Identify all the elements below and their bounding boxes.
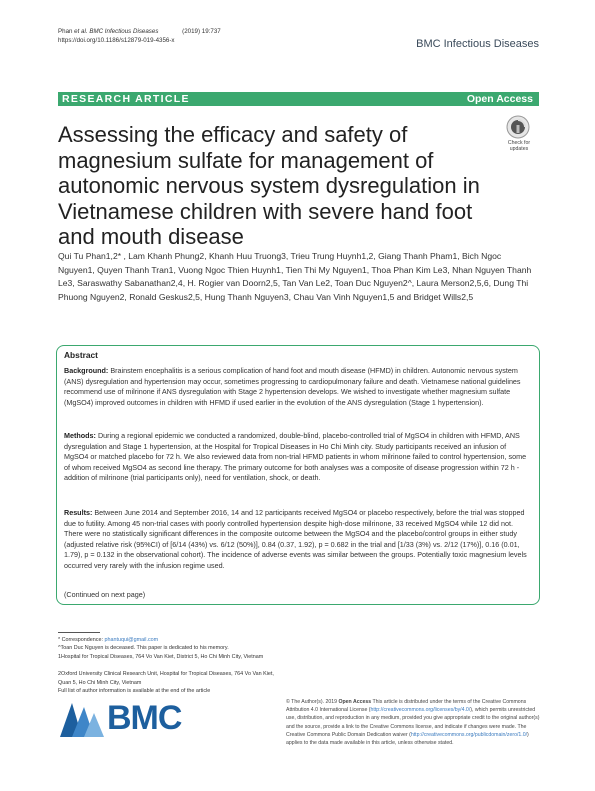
results-label: Results:: [64, 508, 93, 517]
methods-label: Methods:: [64, 431, 96, 440]
full-author-info-note: Full list of author information is available at the end of the article: [58, 688, 211, 694]
bmc-logo-mark-icon: [58, 697, 106, 739]
affiliation-1: 1Hospital for Tropical Diseases, 764 Vo Van Kiet, District 5, Ho Chi Minh City, Vietnam: [58, 654, 264, 660]
crossmark-icon: [500, 114, 536, 142]
license-statement: © The Author(s). 2019 Open Access This article is distributed under the terms of the Creative Commons Attribution 4.0 International License (http://creativecommons.org/licenses/by/4.0/), which permits unrestricted use, distribution, and reproduction in any medium, provided you give appropriate credit to the original author(s) and the source, provide a link to the Creative Commons license, and indicate if changes were made. The Creative Commons Public Domain Dedication waiver (http://creativecommons.org/publicdomain/zero/1.0/) applies to the data made available in this article, unless otherwise stated.: [286, 699, 540, 747]
open-access-label: Open Access: [466, 93, 533, 105]
abstract-background: [64, 366, 532, 408]
abstract-results: [64, 508, 532, 572]
footnote-rule: [58, 632, 100, 633]
check-for-updates-label: Check for updates: [507, 140, 531, 152]
background-label: Background:: [64, 366, 109, 375]
journal-name: BMC Infectious Diseases: [416, 38, 539, 50]
article-type-label: RESEARCH ARTICLE: [62, 93, 190, 105]
doi-link[interactable]: https://doi.org/10.1186/s12879-019-4356-x: [58, 37, 175, 44]
deceased-note: ^Toan Duc Nguyen is deceased. This paper is dedicated to his memory.: [58, 645, 229, 651]
background-text: Brainstem encephalitis is a serious complication of hand foot and mouth disease (HFMD) in children. Autonomic nervous system (ANS) dysregulation and hypertension may occur, sometimes progressing to cardiopulmonary failure and death. Vietnamese national guidelines recommend use of milrinone if ANS dysregulation with Stage 2 hypertension develops. We wished to investigate whether magnesium sulfate (MgSO4) improved outcomes in children with HFMD if used earlier in the evolution of the ANS dysregulation (Stage 1 hypertension).: [64, 366, 521, 407]
cc-zero-link[interactable]: http://creativecommons.org/publicdomain/zero/1.0/: [410, 731, 528, 738]
correspondence: * Correspondence: phantuqui@gmail.com: [58, 637, 159, 643]
continued-note: (Continued on next page): [64, 590, 146, 599]
results-text: Between June 2014 and September 2016, 14 and 12 participants received MgSO4 or placebo respectively, before the trial was stopped due to futility. Among 45 non-trial cases with poorly controlled hypertension despite high-dose milrinone, 33 received MgSO4 while 12 did not. There were no statistically significant differences in the composite outcome between the MgSO4 and the placebo/control groups in either study (adjusted relative risk (95%CI) of [6/14 (43%) vs. 6/12 (50%)], 0.84 (0.37, 1.92), p = 0.682 in the trial and [1/33 (3%) vs. 2/12 (17%)], 0.16 (0.01, 1.79), p = 0.132 in the observational cohort). The incidence of adverse events was similar between the groups. Potentially toxic magnesium levels occurred very rarely with the infusion regime used.: [64, 508, 527, 570]
abstract-methods: [64, 431, 532, 484]
abstract-heading: Abstract: [64, 350, 98, 360]
running-citation: Phan et al. BMC Infectious Diseases (2019) 19:737: [58, 28, 221, 35]
affiliation-2: 2Oxford University Clinical Research Unit, Hospital for Tropical Diseases, 764 Vo Van Kiet, Quan 5, Ho Chi Minh City, Vietnam: [58, 671, 274, 686]
bmc-logo-text: BMC: [107, 699, 182, 737]
cc-by-license-link[interactable]: http://creativecommons.org/licenses/by/4.0/: [370, 707, 471, 714]
author-list: Qui Tu Phan1,2* , Lam Khanh Phung2, Khanh Huu Truong3, Trieu Trung Huynh1,2, Giang Thanh Pham1, Bich Ngoc Nguyen1, Quyen Thanh Tran1, Vuong Ngoc Thien Huynh1, Tien Thi My Nguyen1, Thoa Phan Kim Le3, Nhan Nguyen Thanh Le3, Saraswathy Sabanathan2,4, H. Rogier van Doorn2,5, Tan Van Le2, Toan Duc Nguyen2^, Laura Merson2,5,6, Dung Thi Phuong Nguyen2, Ronald Geskus2,5, Hung Thanh Nguyen3, Chau Van Vinh Nguyen1,5 and Bridget Wills2,5: [58, 251, 532, 302]
correspondence-email[interactable]: phantuqui@gmail.com: [104, 637, 159, 643]
methods-text: During a regional epidemic we conducted a randomized, double-blind, placebo-controlled trial of MgSO4 in children with HFMD, ANS dysregulation and Stage 1 hypertension, at the Hospital for Tropical Diseases in Ho Chi Minh city. Study participants received an infusion of MgSO4 or matched placebo for 72 h. We also reviewed data from non-trial HFMD patients in whom milrinone failed to control hypertension, some of whom received MgSO4 as second line therapy. The primary outcome for both analyses was a composite of disease progression within 72 h - addition of milrinone (trial participants only), need for ventilation, shock, or death.: [64, 431, 527, 483]
article-title: Assessing the efficacy and safety of magnesium sulfate for management of autonomic nervous system dysregulation in Vietnamese children with severe hand foot and mouth disease: [58, 122, 480, 249]
